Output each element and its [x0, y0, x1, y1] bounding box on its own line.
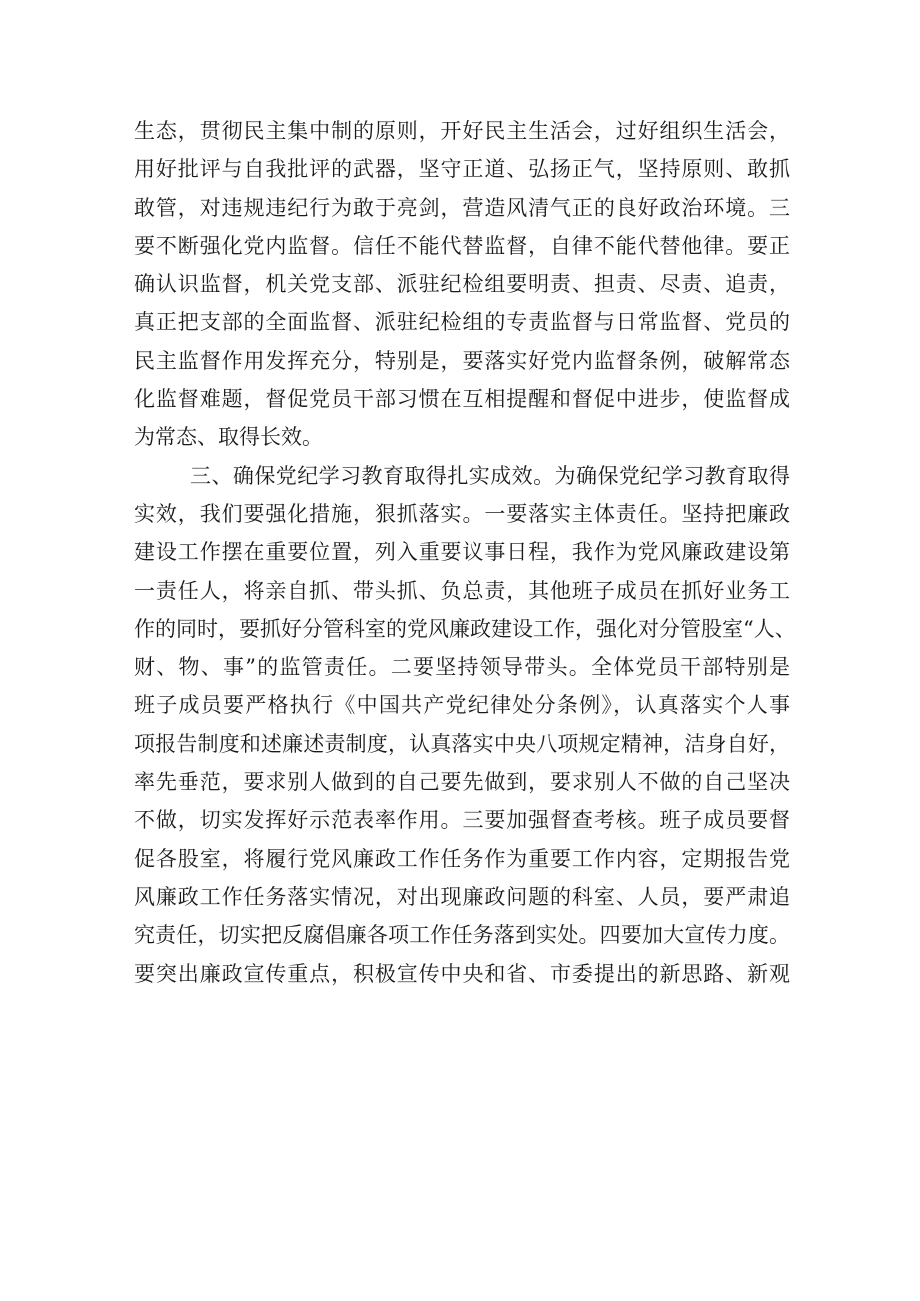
paragraph-end-line: 为常态、取得长效。: [134, 425, 323, 450]
text-line: 一责任人，将亲自抓、带头抓、负总责，其他班子成员在抓好业务工: [134, 578, 790, 603]
text-line: 生态，贯彻民主集中制的原则，开好民主生活会，过好组织生活会，: [134, 119, 790, 143]
text-line: 化监督难题，督促党员干部习惯在互相提醒和督促中进步，使监督成: [134, 387, 790, 412]
text-line: 建设工作摆在重要位置，列入重要议事日程，我作为党风廉政建设第: [134, 540, 790, 565]
text-line: 民主监督作用发挥充分，特别是，要落实好党内监督条例，破解常态: [134, 348, 790, 373]
text-line: 班子成员要严格执行《中国共产党纪律处分条例》，认真落实个人事: [134, 693, 790, 718]
text-line: 财、物、事”的监管责任。二要坚持领导带头。全体党员干部特别是: [134, 655, 790, 680]
text-line: 要不断强化党内监督。信任不能代替监督，自律不能代替他律。要正: [134, 233, 790, 258]
text-line: 促各股室，将履行党风廉政工作任务作为重要工作内容，定期报告党: [134, 846, 790, 871]
text-line: 风廉政工作任务落实情况，对出现廉政问题的科室、人员，要严肃追: [134, 884, 790, 909]
text-line: 实效，我们要强化措施，狠抓落实。一要落实主体责任。坚持把廉政: [134, 501, 790, 526]
body-text: [134, 112, 796, 993]
text-line: 不做，切实发挥好示范表率作用。三要加强督查考核。班子成员要督: [134, 808, 790, 833]
text-line: 项报告制度和述廉述责制度，认真落实中央八项规定精神，洁身自好，: [134, 731, 790, 756]
section-heading-line: 三、确保党纪学习教育取得扎实成效。为确保党纪学习教育取得: [190, 463, 790, 488]
text-line: 作的同时，要抓好分管科室的党风廉政建设工作，强化对分管股室“人、: [134, 616, 796, 641]
text-line: 究责任，切实把反腐倡廉各项工作任务落到实处。四要加大宣传力度。: [134, 923, 790, 948]
text-line: 要突出廉政宣传重点，积极宣传中央和省、市委提出的新思路、新观: [134, 961, 790, 986]
text-line: 率先垂范，要求别人做到的自己要先做到，要求别人不做的自己坚决: [134, 770, 790, 795]
text-line: 敢管，对违规违纪行为敢于亮剑，营造风清气正的良好政治环境。三: [134, 195, 790, 220]
text-line: 真正把支部的全面监督、派驻纪检组的专责监督与日常监督、党员的: [134, 310, 790, 335]
text-line: 用好批评与自我批评的武器，坚守正道、弘扬正气，坚持原则、敢抓: [134, 157, 790, 182]
text-line: 确认识监督，机关党支部、派驻纪检组要明责、担责、尽责、追责，: [134, 272, 790, 297]
